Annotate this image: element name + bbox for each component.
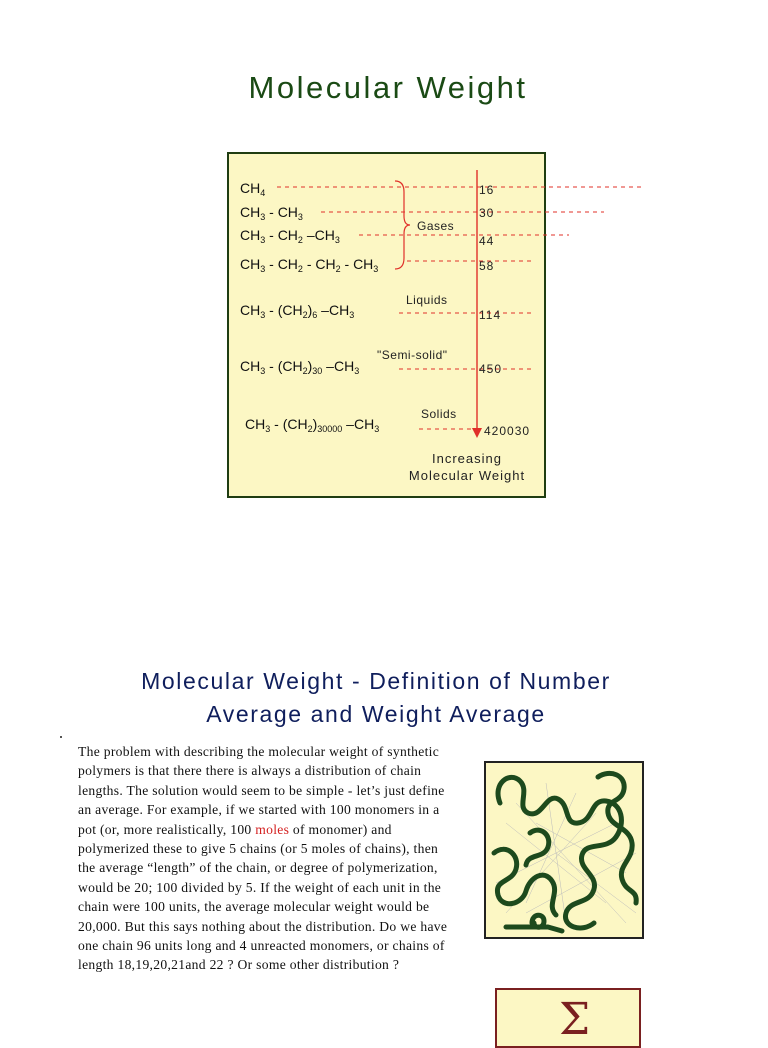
formula-text: CH	[240, 358, 261, 374]
formula-subscript: 2	[297, 235, 303, 245]
formula-subscript: 3	[354, 366, 360, 376]
formula-text: )	[307, 302, 313, 318]
summation-figure	[495, 988, 641, 1048]
body-paragraph	[78, 742, 454, 975]
formula-text: - CH	[302, 256, 336, 272]
formula-butane	[240, 256, 378, 272]
section-title-line2: Average and Weight Average	[206, 701, 546, 727]
formula-text: - (CH	[265, 302, 303, 318]
section-title	[0, 665, 752, 731]
formula-subscript: 2	[297, 264, 303, 274]
mw-polyethylene: 420030	[484, 424, 531, 438]
formula-subscript: 2	[302, 366, 308, 376]
formula-subscript: 3	[373, 264, 379, 274]
phase-solids: Solids	[421, 407, 457, 421]
formula-subscript: 3	[334, 235, 340, 245]
formula-text: CH	[240, 302, 261, 318]
body-highlight-moles: moles	[255, 821, 290, 837]
phase-liquids: Liquids	[406, 293, 448, 307]
formula-text: CH	[240, 256, 261, 272]
formula-c32	[240, 358, 359, 374]
formula-text: - (CH	[265, 358, 303, 374]
formula-text: )	[307, 358, 313, 374]
page-title: Molecular Weight	[248, 70, 528, 105]
formula-text: CH	[240, 204, 261, 220]
formula-subscript: 30000	[317, 424, 343, 434]
formula-methane	[240, 180, 265, 196]
formula-subscript: 3	[374, 424, 380, 434]
body-text-part2: of monomer) and polymerized these to give 5 chains (or 5 moles of chains), then the average “length” of the chain, or degree of polymerization, would be 20; 100 divided by 5. If the weight of each unit in the chain were 100 units, the average molecular weight would be 20,000. But this says nothing about the distribution. Do we have one chain 96 units long and 4 unreacted monomers, or chains of length 18,19,20,21and 22 ? Or some other distribution ?	[78, 821, 448, 973]
formula-subscript: 6	[312, 310, 318, 320]
mw-octane: 114	[479, 308, 502, 322]
formula-subscript: 30	[312, 366, 323, 376]
formula-subscript: 3	[349, 310, 355, 320]
formula-subscript: 3	[260, 264, 266, 274]
formula-octane	[240, 302, 354, 318]
formula-text: –CH	[322, 358, 355, 374]
formula-subscript: 3	[297, 212, 303, 222]
formula-text: CH	[245, 416, 266, 432]
formula-subscript: 4	[260, 188, 266, 198]
formula-text: - (CH	[270, 416, 308, 432]
formula-text: –CH	[317, 302, 350, 318]
formula-subscript: 2	[335, 264, 341, 274]
axis-caption	[389, 450, 545, 484]
formula-subscript: 3	[260, 366, 266, 376]
axis-caption-line2: Molecular Weight	[408, 468, 526, 483]
formula-text: CH	[240, 227, 261, 243]
mw-methane: 16	[479, 183, 495, 197]
formula-subscript: 2	[307, 424, 313, 434]
gases-brace	[395, 181, 410, 269]
sigma-symbol: Σ	[559, 994, 591, 1045]
polymer-chain-figure	[484, 761, 644, 939]
formula-text: –CH	[302, 227, 335, 243]
thick-chain-strands	[494, 773, 636, 931]
formula-subscript: 3	[260, 310, 266, 320]
formula-text: - CH	[265, 256, 298, 272]
formula-text: - CH	[265, 227, 298, 243]
mw-axis-arrowhead	[472, 428, 482, 438]
formula-polyethylene	[245, 416, 379, 432]
formula-subscript: 3	[260, 235, 266, 245]
formula-text: –CH	[342, 416, 375, 432]
formula-subscript: 3	[265, 424, 271, 434]
mw-butane: 58	[479, 259, 495, 273]
formula-propane	[240, 227, 340, 243]
molecular-weight-diagram	[227, 152, 546, 498]
mw-propane: 44	[479, 234, 495, 248]
formula-text: - CH	[265, 204, 298, 220]
bullet-dot	[60, 736, 62, 738]
phase-gases: Gases	[417, 219, 455, 233]
mw-ethane: 30	[479, 206, 495, 220]
section-title-line1: Molecular Weight - Definition of Number	[141, 668, 611, 694]
formula-subscript: 2	[302, 310, 308, 320]
phase-semi-solid: "Semi-solid"	[377, 348, 448, 362]
formula-ethane	[240, 204, 303, 220]
formula-text: )	[312, 416, 318, 432]
polymer-chains-illustration	[486, 763, 642, 937]
body-text-part1: The problem with describing the molecular weight of synthetic polymers is that there there is always a distribution of chain lengths. The solution would seem to be simple - let’s just define an average. For example, if we started with 100 monomers in a pot (or, more realistically, 100	[78, 744, 445, 837]
formula-text: CH	[240, 180, 261, 196]
mw-c32: 450	[479, 362, 503, 376]
formula-subscript: 3	[260, 212, 266, 222]
formula-text: - CH	[340, 256, 374, 272]
axis-caption-line1: Increasing	[432, 451, 502, 466]
